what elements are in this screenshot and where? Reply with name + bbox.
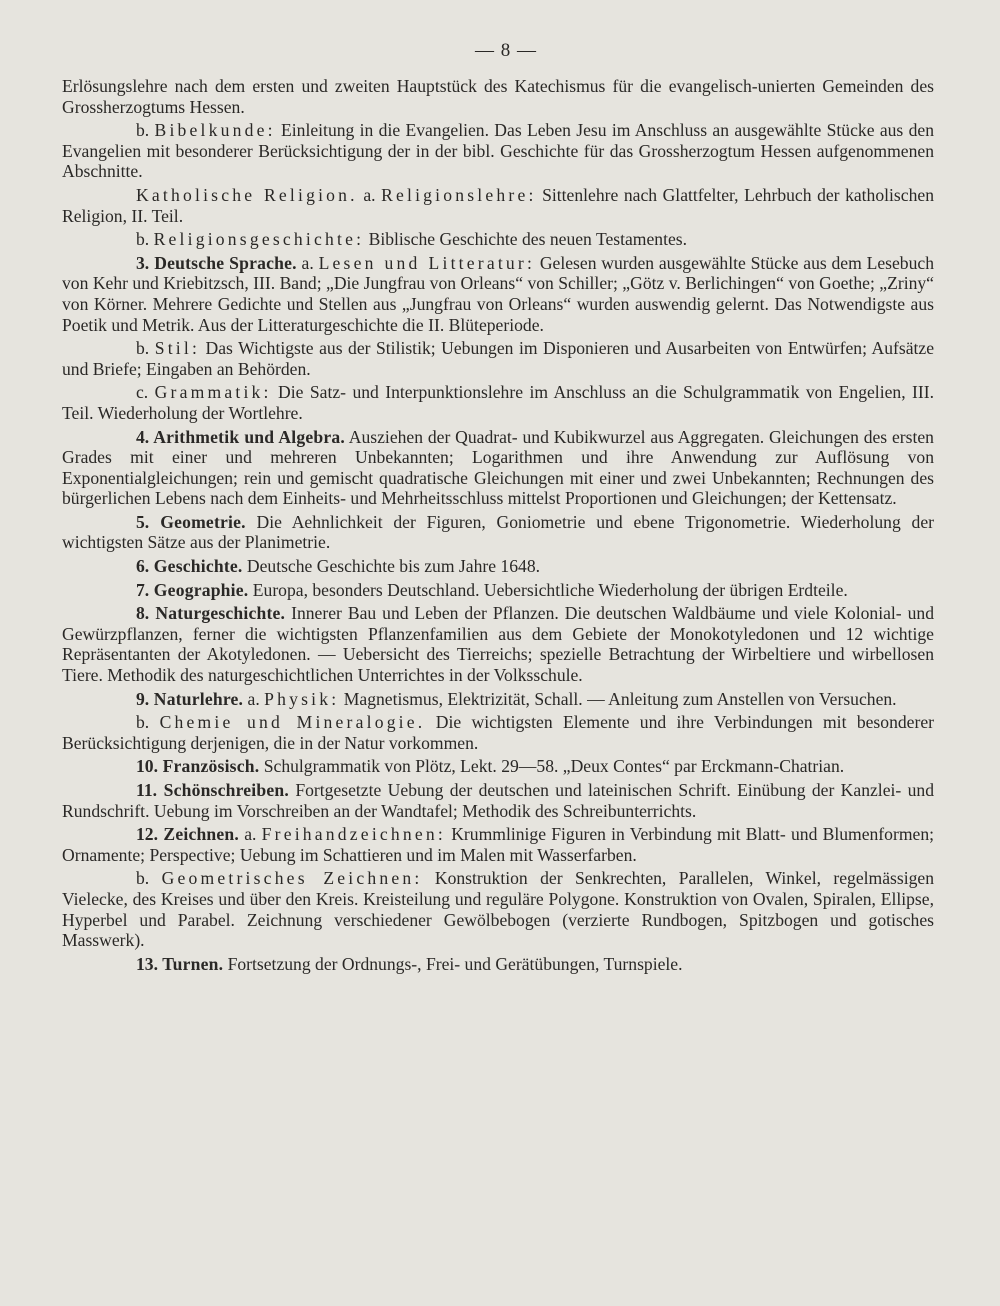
section-title: Französisch. bbox=[158, 756, 260, 777]
spaced-term: Chemie und Mineralogie. bbox=[159, 712, 426, 733]
paragraph-text: Das Wichtigste aus der Stilistik; Uebungen im Disponieren und Ausarbeiten von Entwürfen; Aufsätze und Briefe; Eingaben an Behörden. bbox=[62, 338, 935, 379]
paragraph-text: Deutsche Geschichte bis zum Jahre 1648. bbox=[242, 556, 541, 577]
section-geographie bbox=[62, 580, 934, 601]
section-number: 5. bbox=[136, 511, 150, 532]
section-number: 12. bbox=[136, 824, 158, 845]
paragraph-text: Innerer Bau und Leben der Pflanzen. Die deutschen Waldbäume und viele Kolonial- und Gewürzpflanzen, ferner die wichtigsten Pflanzenfamilien aus dem Gebiete der Monokotyledonen und 12 wichtige Repräsentanten der Akotyledonen. — Uebersicht des Tierreichs; spezielle Betrachtung der Wirbeltiere und wirbellosen Tiere. Methodik des naturgeschichtlichen Unterrichtes in der Volksschule. bbox=[62, 603, 934, 686]
paragraph-text: Konstruktion der Senkrechten, Parallelen, Winkel, regelmässigen Vielecke, des Kreises und über den Kreis. Kreisteilung und reguläre Polygone. Konstruktion von Ovalen, Spiralen, Ellipse, Hyperbel und Parabel. Zeichnung verschiedener Gewölbebogen (verzierte Rundbogen, Spitzbogen und gotisches Masswerk). bbox=[62, 868, 935, 951]
spaced-term: Religionsgeschichte: bbox=[153, 229, 365, 250]
paragraph-text: Ausziehen der Quadrat- und Kubikwurzel aus Aggregaten. Gleichungen des ersten Grades mit einer und mehreren Unbekannten; Logarithmen und ihre Anwendung zur Auflösung von Exponentialgleichungen; rein und gemischt quadratische Gleichungen mit einer und zwei Unbekannten; Rechnungen des bürgerlichen Lebens nach dem Einheits- und Mehrheitsschluss mittelst Proportionen und Gleichungen; der Kettensatz. bbox=[62, 426, 934, 509]
spaced-term: Geometrisches Zeichnen: bbox=[161, 868, 423, 889]
section-title: Geschichte. bbox=[149, 556, 243, 577]
paragraph-text: Die Aehnlichkeit der Figuren, Goniometrie und ebene Trigonometrie. Wiederholung der wichtigsten Sätze aus der Planimetrie. bbox=[62, 511, 934, 553]
section-number: 6. bbox=[136, 556, 150, 577]
section-title: Schönschreiben. bbox=[157, 780, 289, 800]
paragraph-text: Schulgrammatik von Plötz, Lekt. 29—58. „Deux Contes“ par Erckmann-Chatrian. bbox=[259, 756, 845, 777]
paragraph-katholische-religion bbox=[62, 185, 934, 226]
paragraph-grammatik bbox=[62, 382, 934, 423]
item-letter: c. bbox=[136, 382, 155, 403]
spaced-term: Grammatik: bbox=[154, 382, 272, 403]
item-letter: a. bbox=[357, 184, 382, 205]
section-number: 8. bbox=[136, 603, 150, 624]
paragraph-geometrisches-zeichnen bbox=[62, 868, 934, 950]
paragraph-text: Magnetismus, Elektrizität, Schall. — Anleitung zum Anstellen von Versuchen. bbox=[339, 688, 897, 709]
item-letter: a. bbox=[243, 688, 265, 709]
section-title: Geometrie. bbox=[149, 511, 246, 532]
paragraph-text: Biblische Geschichte des neuen Testamentes. bbox=[364, 229, 688, 250]
section-number: 4. bbox=[136, 426, 150, 447]
item-letter: a. bbox=[239, 824, 262, 845]
item-letter: b. bbox=[136, 868, 162, 889]
item-letter: b. bbox=[136, 338, 155, 359]
section-schoenschreiben bbox=[62, 780, 934, 821]
paragraph-text: Fortgesetzte Uebung der deutschen und lateinischen Schrift. Einübung der Kanzlei- und Rundschrift. Uebung im Vorschreiben an der Wandtafel; Methodik des Schreibunterrichts. bbox=[62, 780, 935, 821]
spaced-term: Physik: bbox=[264, 688, 340, 709]
section-title: Arithmetik und Algebra. bbox=[149, 426, 345, 447]
paragraph-chemie bbox=[62, 712, 934, 753]
spaced-term: Religionslehre: bbox=[381, 184, 537, 205]
item-letter: a. bbox=[296, 252, 319, 273]
paragraph-text: Einleitung in die Evangelien. Das Leben Jesu im Anschluss an ausgewählte Stücke aus den Evangelien mit besonderer Berücksichtigung der in der bibl. Geschichte für das Grossherzogtum Hessen aufgenommenen Abschnitte. bbox=[62, 120, 934, 182]
spaced-term: Bibelkunde: bbox=[154, 120, 276, 141]
paragraph-text: Sittenlehre nach Glattfelter, Lehrbuch der katholischen Religion, II. Teil. bbox=[62, 184, 934, 226]
section-number: 10. bbox=[136, 756, 158, 777]
paragraph-stil bbox=[62, 338, 934, 379]
section-geometrie bbox=[62, 512, 934, 553]
section-naturgeschichte bbox=[62, 603, 934, 685]
item-letter: b. bbox=[136, 229, 154, 250]
paragraph-text: Gelesen wurden ausgewählte Stücke aus dem Lesebuch von Kehr und Kriebitzsch, III. Band; „Die Jungfrau von Orleans“ von Schiller; „Götz v. Berlichingen“ von Goethe; „Zriny“ von Körner. Mehrere Gedichte und Stellen aus „Jungfrau von Orleans“ wurden auswendig gelernt. Das Notwendigste aus Poetik und Metrik. Aus der Litteraturgeschichte die II. Blüteperiode. bbox=[62, 252, 935, 335]
section-title: Deutsche Sprache. bbox=[149, 252, 297, 273]
paragraph-text: Krummlinige Figuren in Verbindung mit Blatt- und Blumenformen; Ornamente; Perspective; Uebung im Schattieren und im Malen mit Wasserfarben. bbox=[62, 824, 934, 865]
paragraph-bibelkunde bbox=[62, 120, 934, 182]
paragraph-religionsgeschichte bbox=[62, 229, 934, 250]
paragraph-text: Die wichtigsten Elemente und ihre Verbindungen mit besonderer Berücksichtigung derjenigen, die in der Natur vorkommen. bbox=[62, 712, 934, 753]
paragraph-text: Erlösungslehre nach dem ersten und zweiten Hauptstück des Katechismus für die evangelisch-unierten Gemeinden des Grossherzogtums Hessen. bbox=[62, 76, 934, 117]
paragraph-text: Europa, besonders Deutschland. Uebersichtliche Wiederholung der übrigen Erdteile. bbox=[248, 579, 848, 600]
item-letter: b. bbox=[136, 120, 155, 141]
spaced-term: Freihandzeichnen: bbox=[261, 824, 446, 845]
section-title: Zeichnen. bbox=[158, 824, 240, 845]
section-franzoesisch bbox=[62, 756, 934, 777]
section-title: Naturgeschichte. bbox=[149, 603, 286, 624]
section-zeichnen bbox=[62, 824, 934, 865]
section-geschichte bbox=[62, 556, 934, 577]
section-deutsche-sprache bbox=[62, 253, 934, 335]
paragraph-religion-continued bbox=[62, 76, 934, 117]
spaced-term: Lesen und Litteratur: bbox=[318, 252, 536, 273]
section-number: 7. bbox=[136, 579, 150, 600]
page-number: — 8 — bbox=[475, 40, 537, 61]
section-number: 13. bbox=[136, 953, 158, 974]
section-title: Naturlehre. bbox=[149, 688, 244, 709]
section-number: 11. bbox=[136, 780, 158, 800]
section-title: Geographie. bbox=[149, 579, 249, 600]
spaced-term: Stil: bbox=[154, 338, 201, 359]
section-arithmetik bbox=[62, 427, 934, 509]
section-number: 3. bbox=[136, 252, 150, 273]
section-number: 9. bbox=[136, 688, 150, 709]
spaced-heading: Katholische Religion. bbox=[136, 184, 358, 205]
paragraph-text: Fortsetzung der Ordnungs-, Frei- und Gerätübungen, Turnspiele. bbox=[223, 953, 683, 974]
paragraph-text: Die Satz- und Interpunktionslehre im Anschluss an die Schulgrammatik von Engelien, III. Teil. Wiederholung der Wortlehre. bbox=[62, 382, 934, 423]
section-title: Turnen. bbox=[158, 953, 224, 974]
section-turnen bbox=[62, 954, 934, 975]
item-letter: b. bbox=[136, 712, 160, 733]
section-naturlehre bbox=[62, 689, 934, 710]
